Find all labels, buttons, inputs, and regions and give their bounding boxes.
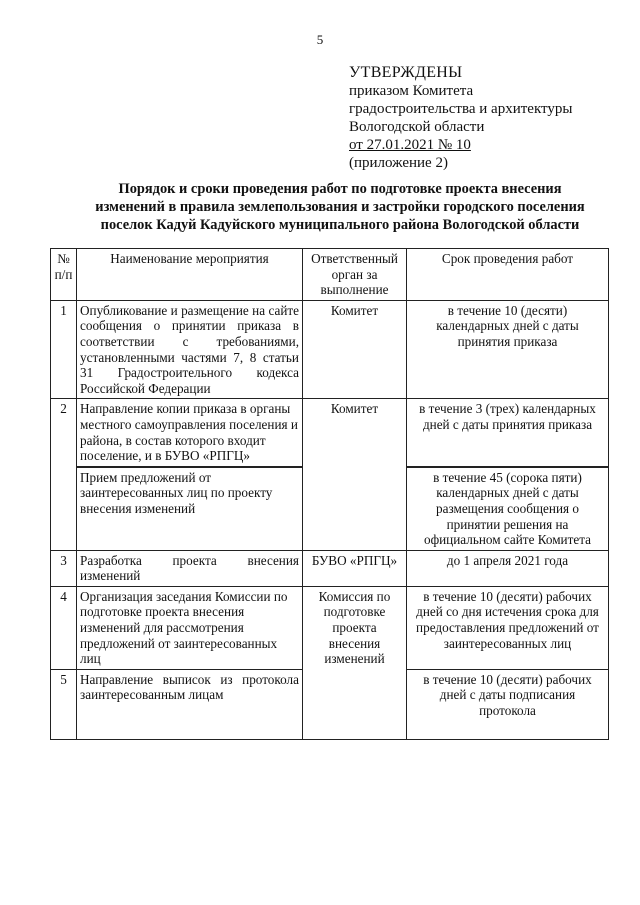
row-no: 4 bbox=[51, 586, 77, 669]
row-name: Опубликование и размещение на сайте сообщения о принятии приказа в соответствии с требованиями, установленными частями 7, 8 статьи 31 Градостроительного кодекса Российской Федерации bbox=[77, 300, 303, 399]
approval-order-line: приказом Комитета bbox=[349, 83, 474, 99]
events-table bbox=[50, 248, 609, 740]
title-line-2: изменений в правила землепользования и застройки городского поселения bbox=[95, 199, 585, 215]
row-org: Комитет bbox=[303, 300, 407, 399]
row-deadline: в течение 10 (десяти) календарных дней с даты принятия приказа bbox=[407, 300, 609, 399]
row-deadline: в течение 45 (сорока пяти) календарных дней с даты размещения сообщения о принятии решения на официальном сайте Комитета bbox=[407, 467, 609, 550]
table-row bbox=[51, 399, 609, 467]
row-name: Разработка проекта внесения изменений bbox=[77, 550, 303, 586]
row-name: Прием предложений от заинтересованных лиц по проекту внесения изменений bbox=[77, 467, 303, 550]
row-no: 3 bbox=[51, 550, 77, 586]
row-name: Направление выписок из протокола заинтересованным лицам bbox=[77, 669, 303, 739]
row-org: БУВО «РПГЦ» bbox=[303, 550, 407, 586]
table-header-row bbox=[51, 249, 609, 301]
row-name: Организация заседания Комиссии по подготовке проекта внесения изменений для рассмотрения предложений от заинтересованных лиц bbox=[77, 586, 303, 669]
row-name: Направление копии приказа в органы местного самоуправления поселения и района, в состав которого входит поселение, и в БУВО «РПГЦ» bbox=[77, 399, 303, 467]
row-no: 2 bbox=[51, 399, 77, 550]
header-no: № п/п bbox=[51, 249, 77, 301]
page-number: 5 bbox=[316, 32, 324, 47]
row-org: Комитет bbox=[303, 399, 407, 550]
document-title bbox=[60, 180, 620, 234]
row-no: 5 bbox=[51, 669, 77, 739]
approval-committee-line: градостроительства и архитектуры bbox=[349, 101, 573, 117]
row-org: Комиссия по подготовке проекта внесения изменений bbox=[303, 586, 407, 739]
approval-heading: УТВЕРЖДЕНЫ bbox=[349, 64, 463, 81]
title-line-3: поселок Кадуй Кадуйского муниципального района Вологодской области bbox=[100, 217, 580, 233]
table-row bbox=[51, 300, 609, 399]
row-no: 1 bbox=[51, 300, 77, 399]
row-deadline: в течение 10 (десяти) рабочих дней с даты подписания протокола bbox=[407, 669, 609, 739]
header-deadline: Срок проведения работ bbox=[407, 249, 609, 301]
approval-block bbox=[349, 64, 572, 172]
row-deadline: в течение 10 (десяти) рабочих дней со дня истечения срока для предоставления предложений от заинтересованных лиц bbox=[407, 586, 609, 669]
table-row bbox=[51, 550, 609, 586]
header-org: Ответственный орган за выполнение bbox=[303, 249, 407, 301]
table-row bbox=[51, 586, 609, 669]
row-deadline: в течение 3 (трех) календарных дней с даты принятия приказа bbox=[407, 399, 609, 467]
approval-appendix: (приложение 2) bbox=[349, 155, 448, 171]
header-name: Наименование мероприятия bbox=[77, 249, 303, 301]
approval-region-line: Вологодской области bbox=[349, 119, 485, 135]
approval-date-number: от 27.01.2021 № 10 bbox=[349, 137, 471, 153]
title-line-1: Порядок и сроки проведения работ по подготовке проекта внесения bbox=[118, 181, 562, 197]
row-deadline: до 1 апреля 2021 года bbox=[407, 550, 609, 586]
